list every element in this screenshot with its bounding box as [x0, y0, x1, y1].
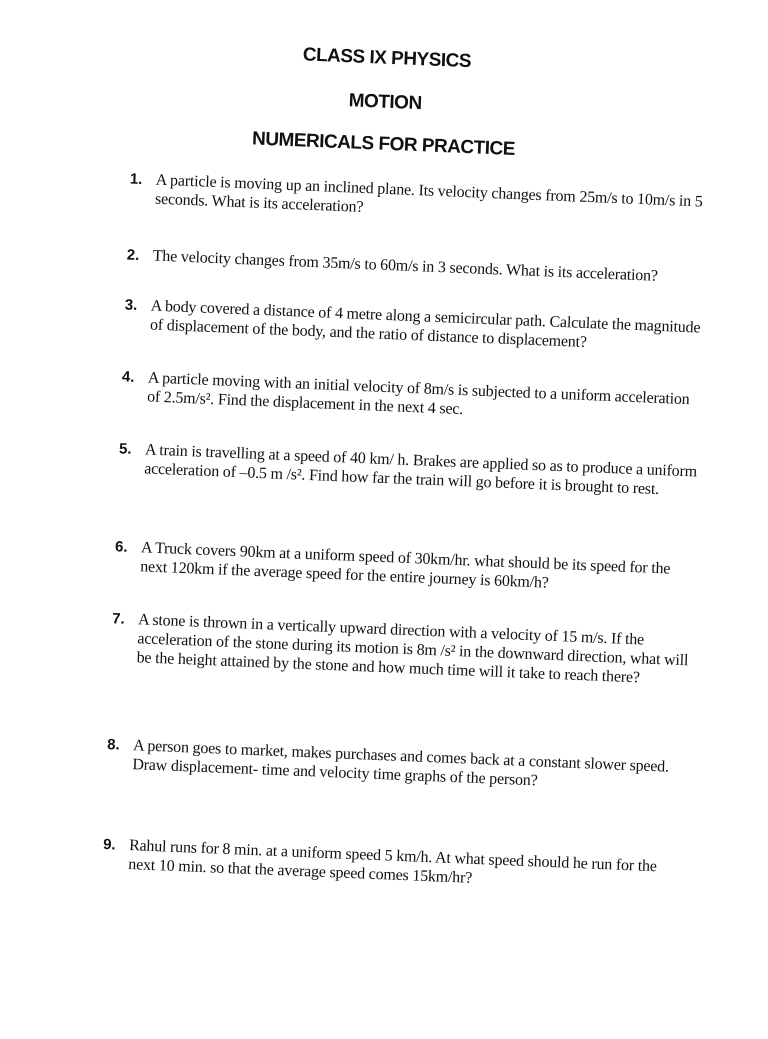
question-number: 1. — [129, 170, 143, 189]
question-item — [126, 246, 706, 288]
question-number: 4. — [121, 368, 135, 386]
question-text: A particle is moving up an inclined plane. Its velocity changes from 25m/s to 10m/s in 5 seconds. What is its acceleration? — [154, 171, 703, 216]
worksheet-subtitle: NUMERICALS FOR PRACTICE — [251, 128, 516, 160]
question-text: The velocity changes from 35m/s to 60m/s in 3 seconds. What is its acceleration? — [152, 247, 659, 285]
question-item — [102, 835, 683, 896]
question-text: Rahul runs for 8 min. at a uniform speed 5 km/h. At what speed should he run for the next 10 min. so that the average speed comes 15km/hr? — [128, 837, 658, 887]
chapter-title: MOTION — [348, 90, 423, 115]
question-number: 9. — [102, 836, 116, 854]
question-number: 5. — [118, 440, 132, 458]
question-text: A particle moving with an initial velocity of 8m/s is subjected to a uniform acceleration of 2.5m/s². Find the displacement in the next 4 sec. — [146, 369, 690, 419]
question-item — [106, 735, 687, 796]
question-number: 8. — [106, 736, 121, 754]
question-number: 6. — [114, 538, 128, 556]
question-text: A stone is thrown in a vertically upward direction with a velocity of 15 m/s. If the acceleration of the stone during its motion is 8m /s² in the downward direction, what will be the height attained by the stone and how much time will it take to reach there? — [136, 611, 689, 687]
question-item — [114, 537, 695, 598]
question-text: A person goes to market, makes purchases and comes back at a constant slower speed. Draw displacement- time and velocity time graphs of the person? — [132, 737, 670, 790]
question-item — [121, 367, 702, 428]
question-text: A body covered a distance of 4 metre along a semicircular path. Calculate the magnitude of displacement of the body, and the ratio of distance to displacement? — [149, 297, 701, 352]
question-number: 3. — [124, 296, 138, 314]
question-text: A train is travelling at a speed of 40 km/ h. Brakes are applied so as to produce a uniform acceleration of –0.5 m /s². Find how far the train will go before it is brought to rest. — [143, 441, 698, 499]
question-item — [129, 170, 710, 231]
question-item — [110, 609, 692, 689]
question-number: 7. — [111, 610, 126, 628]
question-item — [124, 295, 705, 356]
question-item — [118, 439, 699, 500]
question-text: A Truck covers 90km at a uniform speed of 30km/hr. what should be its speed for the next 120km if the average speed for the entire journey is 60km/h? — [139, 539, 671, 592]
question-number: 2. — [126, 246, 140, 264]
class-title: CLASS IX PHYSICS — [302, 44, 472, 73]
